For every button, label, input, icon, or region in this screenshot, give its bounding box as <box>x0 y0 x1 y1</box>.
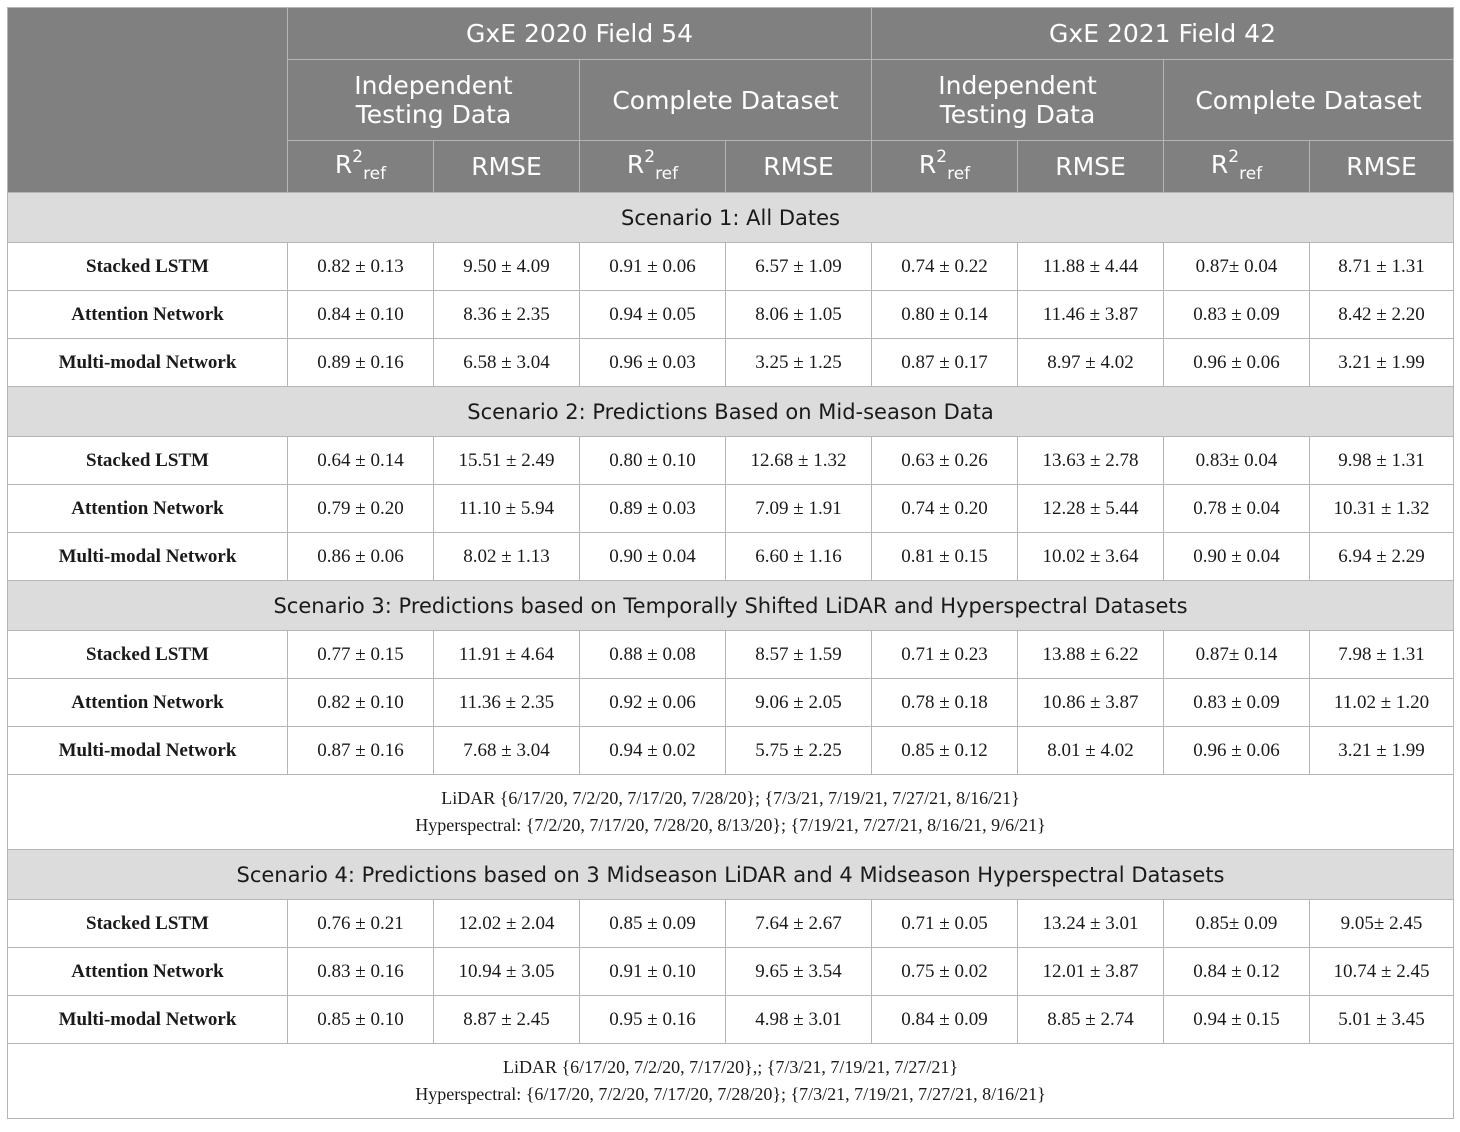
cell-value: 0.85 ± 0.10 <box>288 996 434 1044</box>
header-2021-independent <box>872 60 1164 141</box>
cell-value: 0.77 ± 0.15 <box>288 631 434 679</box>
cell-value: 11.02 ± 1.20 <box>1310 679 1454 727</box>
cell-value: 0.83 ± 0.09 <box>1164 679 1310 727</box>
scenario-row <box>8 387 1454 437</box>
cell-value: 8.85 ± 2.74 <box>1018 996 1164 1044</box>
model-name: Attention Network <box>8 291 288 339</box>
cell-value: 7.09 ± 1.91 <box>726 485 872 533</box>
cell-value: 0.82 ± 0.13 <box>288 243 434 291</box>
scenario-title: Scenario 2: Predictions Based on Mid-season Data <box>8 387 1454 437</box>
cell-value: 10.86 ± 3.87 <box>1018 679 1164 727</box>
cell-value: 0.87 ± 0.17 <box>872 339 1018 387</box>
cell-value: 11.10 ± 5.94 <box>434 485 580 533</box>
cell-value: 0.94 ± 0.05 <box>580 291 726 339</box>
cell-value: 8.87 ± 2.45 <box>434 996 580 1044</box>
table-row <box>8 679 1454 727</box>
cell-value: 0.80 ± 0.14 <box>872 291 1018 339</box>
table-row <box>8 948 1454 996</box>
cell-value: 7.68 ± 3.04 <box>434 727 580 775</box>
cell-value: 8.36 ± 2.35 <box>434 291 580 339</box>
cell-value: 8.02 ± 1.13 <box>434 533 580 581</box>
model-name: Multi-modal Network <box>8 727 288 775</box>
cell-value: 9.98 ± 1.31 <box>1310 437 1454 485</box>
note-lidar: LiDAR {6/17/20, 7/2/20, 7/17/20, 7/28/20}; {7/3/21, 7/19/21, 7/27/21, 8/16/21} <box>441 788 1020 808</box>
cell-value: 0.74 ± 0.22 <box>872 243 1018 291</box>
results-table-container <box>7 7 1454 1119</box>
model-name: Multi-modal Network <box>8 533 288 581</box>
cell-value: 13.24 ± 3.01 <box>1018 900 1164 948</box>
cell-value: 0.76 ± 0.21 <box>288 900 434 948</box>
cell-value: 0.80 ± 0.10 <box>580 437 726 485</box>
header-2021-complete: Complete Dataset <box>1164 60 1454 141</box>
note-hyperspectral: Hyperspectral: {7/2/20, 7/17/20, 7/28/20, 8/13/20}; {7/19/21, 7/27/21, 8/16/21, 9/6/21} <box>415 815 1046 835</box>
cell-value: 10.31 ± 1.32 <box>1310 485 1454 533</box>
table-row <box>8 243 1454 291</box>
header-independent-line1: Independent <box>938 71 1097 100</box>
cell-value: 0.71 ± 0.23 <box>872 631 1018 679</box>
header-independent-line2: Testing Data <box>355 100 512 129</box>
cell-value: 11.46 ± 3.87 <box>1018 291 1164 339</box>
cell-value: 7.64 ± 2.67 <box>726 900 872 948</box>
table-row <box>8 996 1454 1044</box>
cell-value: 5.01 ± 3.45 <box>1310 996 1454 1044</box>
cell-value: 7.98 ± 1.31 <box>1310 631 1454 679</box>
cell-value: 10.94 ± 3.05 <box>434 948 580 996</box>
header-group-2020: GxE 2020 Field 54 <box>288 8 872 60</box>
cell-value: 0.94 ± 0.02 <box>580 727 726 775</box>
cell-value: 0.81 ± 0.15 <box>872 533 1018 581</box>
cell-value: 12.02 ± 2.04 <box>434 900 580 948</box>
table-row <box>8 339 1454 387</box>
cell-value: 9.50 ± 4.09 <box>434 243 580 291</box>
cell-value: 0.85 ± 0.09 <box>580 900 726 948</box>
model-name: Multi-modal Network <box>8 339 288 387</box>
scenario-title: Scenario 4: Predictions based on 3 Midseason LiDAR and 4 Midseason Hyperspectral Datasets <box>8 850 1454 900</box>
cell-value: 0.71 ± 0.05 <box>872 900 1018 948</box>
cell-value: 6.94 ± 2.29 <box>1310 533 1454 581</box>
cell-value: 0.89 ± 0.16 <box>288 339 434 387</box>
cell-value: 0.96 ± 0.03 <box>580 339 726 387</box>
header-metric-rmse: RMSE <box>434 141 580 193</box>
scenario-note <box>8 775 1454 850</box>
cell-value: 9.05± 2.45 <box>1310 900 1454 948</box>
model-name: Attention Network <box>8 485 288 533</box>
cell-value: 8.42 ± 2.20 <box>1310 291 1454 339</box>
cell-value: 0.83 ± 0.16 <box>288 948 434 996</box>
cell-value: 8.01 ± 4.02 <box>1018 727 1164 775</box>
cell-value: 0.84 ± 0.12 <box>1164 948 1310 996</box>
cell-value: 0.64 ± 0.14 <box>288 437 434 485</box>
cell-value: 0.92 ± 0.06 <box>580 679 726 727</box>
scenario-title: Scenario 1: All Dates <box>8 193 1454 243</box>
cell-value: 0.83± 0.04 <box>1164 437 1310 485</box>
cell-value: 3.21 ± 1.99 <box>1310 339 1454 387</box>
cell-value: 8.57 ± 1.59 <box>726 631 872 679</box>
header-independent-line2: Testing Data <box>939 100 1096 129</box>
cell-value: 0.87± 0.04 <box>1164 243 1310 291</box>
table-row <box>8 533 1454 581</box>
scenario-note-row <box>8 775 1454 850</box>
cell-value: 3.21 ± 1.99 <box>1310 727 1454 775</box>
cell-value: 12.68 ± 1.32 <box>726 437 872 485</box>
cell-value: 8.71 ± 1.31 <box>1310 243 1454 291</box>
cell-value: 0.90 ± 0.04 <box>1164 533 1310 581</box>
table-row <box>8 485 1454 533</box>
cell-value: 8.97 ± 4.02 <box>1018 339 1164 387</box>
cell-value: 0.96 ± 0.06 <box>1164 339 1310 387</box>
model-name: Attention Network <box>8 679 288 727</box>
cell-value: 0.91 ± 0.06 <box>580 243 726 291</box>
header-corner <box>8 8 288 193</box>
table-row <box>8 291 1454 339</box>
cell-value: 10.74 ± 2.45 <box>1310 948 1454 996</box>
scenario-row <box>8 581 1454 631</box>
cell-value: 13.63 ± 2.78 <box>1018 437 1164 485</box>
cell-value: 13.88 ± 6.22 <box>1018 631 1164 679</box>
cell-value: 12.01 ± 3.87 <box>1018 948 1164 996</box>
cell-value: 0.96 ± 0.06 <box>1164 727 1310 775</box>
cell-value: 9.06 ± 2.05 <box>726 679 872 727</box>
results-body <box>8 193 1454 1119</box>
scenario-note <box>8 1044 1454 1119</box>
cell-value: 8.06 ± 1.05 <box>726 291 872 339</box>
cell-value: 0.89 ± 0.03 <box>580 485 726 533</box>
cell-value: 3.25 ± 1.25 <box>726 339 872 387</box>
header-metric-rmse: RMSE <box>726 141 872 193</box>
cell-value: 0.95 ± 0.16 <box>580 996 726 1044</box>
header-independent-line1: Independent <box>354 71 513 100</box>
cell-value: 0.74 ± 0.20 <box>872 485 1018 533</box>
cell-value: 4.98 ± 3.01 <box>726 996 872 1044</box>
header-metric-rmse: RMSE <box>1018 141 1164 193</box>
model-name: Multi-modal Network <box>8 996 288 1044</box>
cell-value: 11.36 ± 2.35 <box>434 679 580 727</box>
note-lidar: LiDAR {6/17/20, 7/2/20, 7/17/20},; {7/3/21, 7/19/21, 7/27/21} <box>502 1057 959 1077</box>
model-name: Stacked LSTM <box>8 437 288 485</box>
cell-value: 12.28 ± 5.44 <box>1018 485 1164 533</box>
cell-value: 0.84 ± 0.10 <box>288 291 434 339</box>
cell-value: 9.65 ± 3.54 <box>726 948 872 996</box>
scenario-row <box>8 850 1454 900</box>
table-row <box>8 727 1454 775</box>
cell-value: 15.51 ± 2.49 <box>434 437 580 485</box>
cell-value: 0.84 ± 0.09 <box>872 996 1018 1044</box>
cell-value: 10.02 ± 3.64 <box>1018 533 1164 581</box>
results-table <box>7 7 1454 1119</box>
header-metric-rmse: RMSE <box>1310 141 1454 193</box>
cell-value: 0.90 ± 0.04 <box>580 533 726 581</box>
cell-value: 6.57 ± 1.09 <box>726 243 872 291</box>
cell-value: 0.91 ± 0.10 <box>580 948 726 996</box>
header-metric-r2: $R^2_{ref}$ <box>872 141 1018 193</box>
model-name: Stacked LSTM <box>8 243 288 291</box>
cell-value: 0.94 ± 0.15 <box>1164 996 1310 1044</box>
cell-value: 0.86 ± 0.06 <box>288 533 434 581</box>
cell-value: 0.85± 0.09 <box>1164 900 1310 948</box>
header-group-2021: GxE 2021 Field 42 <box>872 8 1454 60</box>
cell-value: 0.85 ± 0.12 <box>872 727 1018 775</box>
cell-value: 0.78 ± 0.04 <box>1164 485 1310 533</box>
cell-value: 0.87 ± 0.16 <box>288 727 434 775</box>
cell-value: 5.75 ± 2.25 <box>726 727 872 775</box>
cell-value: 0.87± 0.14 <box>1164 631 1310 679</box>
cell-value: 0.79 ± 0.20 <box>288 485 434 533</box>
cell-value: 0.75 ± 0.02 <box>872 948 1018 996</box>
header-row-groups <box>8 8 1454 60</box>
scenario-row <box>8 193 1454 243</box>
cell-value: 6.60 ± 1.16 <box>726 533 872 581</box>
table-row <box>8 631 1454 679</box>
model-name: Stacked LSTM <box>8 631 288 679</box>
cell-value: 0.78 ± 0.18 <box>872 679 1018 727</box>
model-name: Attention Network <box>8 948 288 996</box>
cell-value: 6.58 ± 3.04 <box>434 339 580 387</box>
cell-value: 0.83 ± 0.09 <box>1164 291 1310 339</box>
cell-value: 0.88 ± 0.08 <box>580 631 726 679</box>
cell-value: 11.91 ± 4.64 <box>434 631 580 679</box>
header-metric-r2: $R^2_{ref}$ <box>580 141 726 193</box>
scenario-title: Scenario 3: Predictions based on Temporally Shifted LiDAR and Hyperspectral Datasets <box>8 581 1454 631</box>
header-metric-r2: $R^2_{ref}$ <box>288 141 434 193</box>
table-row <box>8 437 1454 485</box>
note-hyperspectral: Hyperspectral: {6/17/20, 7/2/20, 7/17/20, 7/28/20}; {7/3/21, 7/19/21, 7/27/21, 8/16/21} <box>415 1084 1046 1104</box>
cell-value: 11.88 ± 4.44 <box>1018 243 1164 291</box>
model-name: Stacked LSTM <box>8 900 288 948</box>
header-2020-independent <box>288 60 580 141</box>
header-metric-r2: $R^2_{ref}$ <box>1164 141 1310 193</box>
cell-value: 0.63 ± 0.26 <box>872 437 1018 485</box>
cell-value: 0.82 ± 0.10 <box>288 679 434 727</box>
table-row <box>8 900 1454 948</box>
header-2020-complete: Complete Dataset <box>580 60 872 141</box>
scenario-note-row <box>8 1044 1454 1119</box>
